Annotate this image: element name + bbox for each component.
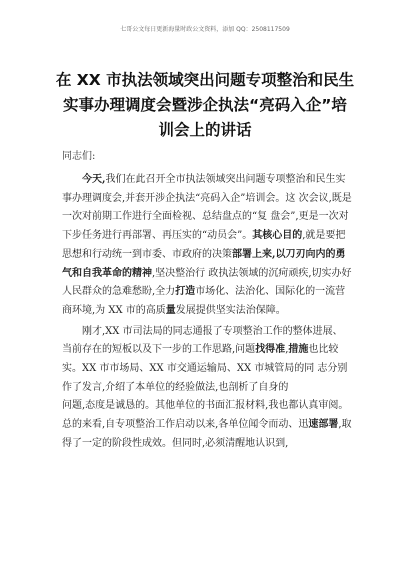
document-body (62, 171, 352, 454)
paragraph-1-text: ,就是要把思想和行动统一到市委、市政府的决策 (62, 230, 346, 260)
title-line-1: 在 XX 市执法领域突出问题专项整治和民生 (55, 71, 355, 89)
paragraph-1-lead: 今天, (82, 174, 106, 185)
header-note: 七哥公文每日更新海量时政公文资料，添加 QQ：2508117509 (120, 26, 290, 33)
paragraph-1 (62, 171, 352, 321)
paragraph-2-emphasis: 措施 (288, 344, 309, 356)
paragraph-2-text: ,取得了一定的阶段性成效。但同时,必须清醒地认识到, (62, 419, 352, 449)
paragraph-2-text: , (285, 344, 289, 356)
salutation: 同志们: (62, 151, 96, 162)
paragraph-2-text: 刚才,XX 市司法局的同志通报了专项整治工作的整体进展、当前存在的短板以及下一步的工作思路,问题 (62, 325, 343, 356)
paragraph-2-continued (62, 397, 352, 453)
paragraph-2-emphasis: 速部署 (308, 419, 339, 431)
paragraph-1-emphasis: 其核心目的 (252, 230, 303, 242)
paragraph-1-emphasis: 量 (165, 304, 176, 316)
paragraph-2-emphasis: 找得准 (255, 344, 286, 356)
paragraph-1-emphasis: 打造 (175, 286, 196, 298)
paragraph-1-text: 我们在此召开全市执法领域突出问题专项整治和民生实事办理调度会,并套开涉企执法“亮码入企”培训会。这 次会议,既是一次对前期工作进行全面检视、总结盘点的“复 盘会”,更是一次对下步任务进行再部署、再压实的“动员会”。 (62, 174, 352, 242)
document-title (40, 68, 370, 143)
paragraph-1-text: ,坚决整治行 政执法领域的沉疴顽疾,切实办好人民群众的急难愁盼,全力 (62, 267, 352, 298)
paragraph-2 (62, 323, 352, 398)
paragraph-2-text: 也比较实。XX 市市场局、XX 市交通运输局、XX 市城管局的同 志分别作了发言,介绍了本单位的经验做法,也剖析了自身的 (62, 344, 348, 393)
title-line-3: 训会上的讲话 (158, 121, 252, 139)
paragraph-1-text: 市场化、法治化、国际化的一流营商环境,为 XX 市的高质 (62, 286, 346, 316)
paragraph-1-text: 发展提供坚实法治保障。 (175, 304, 286, 316)
paragraph-2-text: 问题,态度是诚恳的。其他单位的书面汇报材料,我也都认真审阅。总的来看,自专项整治工作启动以来,各单位闻令而动、迅 (62, 400, 349, 431)
paragraph-1-emphasis: 部署上来,以刀刃向内的勇气和自我革命的精神 (62, 248, 346, 279)
title-line-2: 实事办理调度会暨涉企执法“亮码入企”培 (63, 96, 347, 114)
